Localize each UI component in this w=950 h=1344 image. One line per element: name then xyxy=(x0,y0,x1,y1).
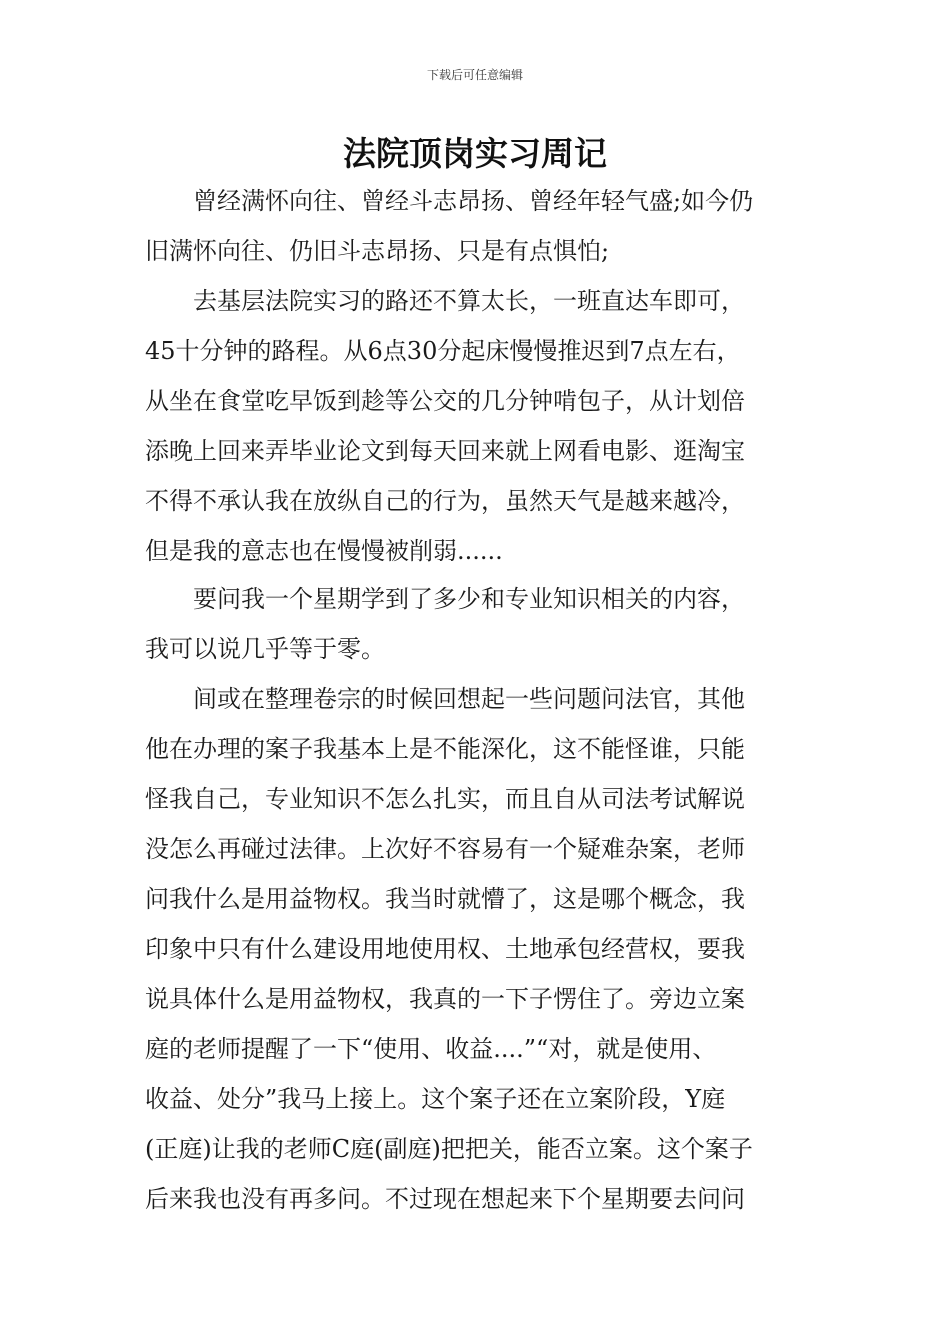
text-line: 问我什么是用益物权。我当时就懵了，这是哪个概念，我 xyxy=(145,885,745,913)
text-line: 没怎么再碰过法律。上次好不容易有一个疑难杂案，老师 xyxy=(145,835,745,863)
text-line: 印象中只有什么建设用地使用权、土地承包经营权，要我 xyxy=(145,935,745,963)
text-line: 后来我也没有再多问。不过现在想起来下个星期要去问问 xyxy=(145,1185,745,1213)
text-line: 收益、处分”我马上接上。这个案子还在立案阶段，Y庭 xyxy=(145,1085,726,1113)
text-line: 间或在整理卷宗的时候回想起一些问题问法官，其他 xyxy=(145,685,745,713)
text-line: 怪我自己，专业知识不怎么扎实，而且自从司法考试解说 xyxy=(145,785,745,813)
document-title: 法院顶岗实习周记 xyxy=(343,134,607,173)
text-line: 旧满怀向往、仍旧斗志昂扬、只是有点惧怕; xyxy=(145,237,610,265)
text-line: (正庭)让我的老师C庭(副庭)把把关，能否立案。这个案子 xyxy=(145,1135,753,1163)
text-line: 不得不承认我在放纵自己的行为，虽然天气是越来越冷， xyxy=(145,487,745,515)
text-line: 添晚上回来弄毕业论文到每天回来就上网看电影、逛淘宝 xyxy=(145,437,745,465)
text-line: 从坐在食堂吃早饭到趁等公交的几分钟啃包子，从计划倍 xyxy=(145,387,745,415)
text-line: 庭的老师提醒了一下“使用、收益....”“对，就是使用、 xyxy=(145,1035,717,1063)
text-line: 去基层法院实习的路还不算太长，一班直达车即可， xyxy=(145,287,745,315)
header-note: 下载后可任意编辑 xyxy=(426,68,523,82)
text-line: 曾经满怀向往、曾经斗志昂扬、曾经年轻气盛;如今仍 xyxy=(145,187,754,215)
text-line: 要问我一个星期学到了多少和专业知识相关的内容， xyxy=(145,585,745,613)
text-line: 说具体什么是用益物权，我真的一下子愣住了。旁边立案 xyxy=(145,985,745,1013)
text-line: 45十分钟的路程。从6点30分起床慢慢推迟到7点左右， xyxy=(145,337,741,365)
text-line: 我可以说几乎等于零。 xyxy=(145,635,385,663)
text-line: 他在办理的案子我基本上是不能深化，这不能怪谁，只能 xyxy=(145,735,745,763)
text-line: 但是我的意志也在慢慢被削弱...... xyxy=(145,537,503,565)
